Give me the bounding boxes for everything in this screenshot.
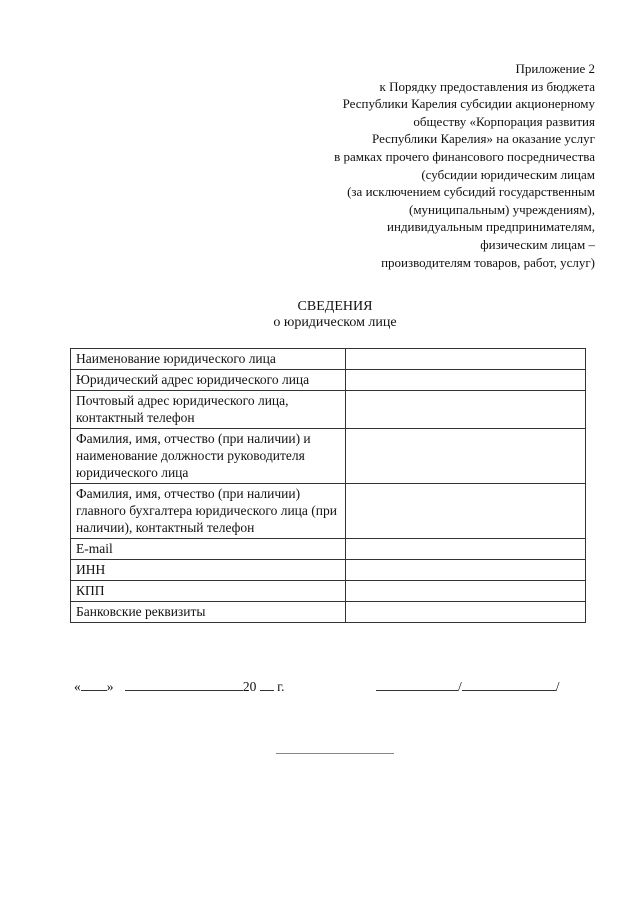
- header-line: (муниципальным) учреждениям),: [408, 201, 595, 217]
- day-blank[interactable]: [81, 678, 107, 691]
- signature-separator: /: [458, 679, 462, 694]
- row-label-kpp: КПП: [71, 581, 346, 602]
- row-value-chief-accountant[interactable]: [346, 484, 586, 539]
- row-value-entity-name[interactable]: [346, 349, 586, 370]
- name-blank[interactable]: [462, 678, 556, 691]
- row-label-postal-address: Почтовый адрес юридического лица, контактный телефон: [71, 391, 346, 429]
- header-line: Республики Карелия субсидии акционерному: [342, 96, 595, 112]
- table-row: [71, 370, 586, 391]
- row-label-chief-accountant: Фамилия, имя, отчество (при наличии) главного бухгалтера юридического лица (при наличии), контактный телефон: [71, 484, 346, 539]
- date-quote-open: «: [74, 679, 81, 694]
- row-value-kpp[interactable]: [346, 581, 586, 602]
- table-row: [71, 429, 586, 484]
- header-line: (субсидии юридическим лицам: [421, 166, 595, 182]
- header-line: производителям товаров, работ, услуг): [381, 254, 595, 270]
- signature-line: [376, 678, 560, 695]
- document-subtitle: о юридическом лице: [273, 315, 397, 330]
- row-label-email: E-mail: [71, 539, 346, 560]
- header-line: обществу «Корпорация развития: [413, 113, 595, 129]
- year-blank[interactable]: [260, 678, 274, 691]
- footer-divider: [276, 753, 394, 754]
- row-value-bank-details[interactable]: [346, 602, 586, 623]
- header-line: в рамках прочего финансового посредничества: [334, 148, 595, 164]
- table-row: [71, 602, 586, 623]
- header-line: Республики Карелия» на оказание услуг: [372, 131, 595, 147]
- table-row: [71, 391, 586, 429]
- table-row: [71, 560, 586, 581]
- row-label-entity-name: Наименование юридического лица: [71, 349, 346, 370]
- row-label-legal-address: Юридический адрес юридического лица: [71, 370, 346, 391]
- row-label-bank-details: Банковские реквизиты: [71, 602, 346, 623]
- table-row: [71, 539, 586, 560]
- date-line: [74, 678, 285, 695]
- document-title: СВЕДЕНИЯ: [297, 299, 373, 314]
- header-line: (за исключением субсидий государственным: [347, 184, 595, 200]
- header-line: Приложение 2: [515, 61, 595, 76]
- legal-entity-info-table: [70, 348, 586, 623]
- table-row: [71, 581, 586, 602]
- month-blank[interactable]: [125, 678, 243, 691]
- signature-end: /: [555, 679, 560, 694]
- signature-blank[interactable]: [376, 678, 458, 691]
- row-value-director[interactable]: [346, 429, 586, 484]
- year-suffix: г.: [277, 679, 285, 694]
- date-quote-close: »: [106, 679, 114, 694]
- table-row: [71, 484, 586, 539]
- table-row: [71, 349, 586, 370]
- row-label-director: Фамилия, имя, отчество (при наличии) и наименование должности руководителя юридического лица: [71, 429, 346, 484]
- row-value-legal-address[interactable]: [346, 370, 586, 391]
- header-line: индивидуальным предпринимателям,: [387, 219, 595, 235]
- header-line: к Порядку предоставления из бюджета: [379, 78, 595, 94]
- row-label-inn: ИНН: [71, 560, 346, 581]
- row-value-postal-address[interactable]: [346, 391, 586, 429]
- appendix-header: [275, 60, 595, 271]
- row-value-email[interactable]: [346, 539, 586, 560]
- row-value-inn[interactable]: [346, 560, 586, 581]
- header-line: физическим лицам –: [480, 236, 595, 252]
- year-prefix: 20: [242, 679, 257, 694]
